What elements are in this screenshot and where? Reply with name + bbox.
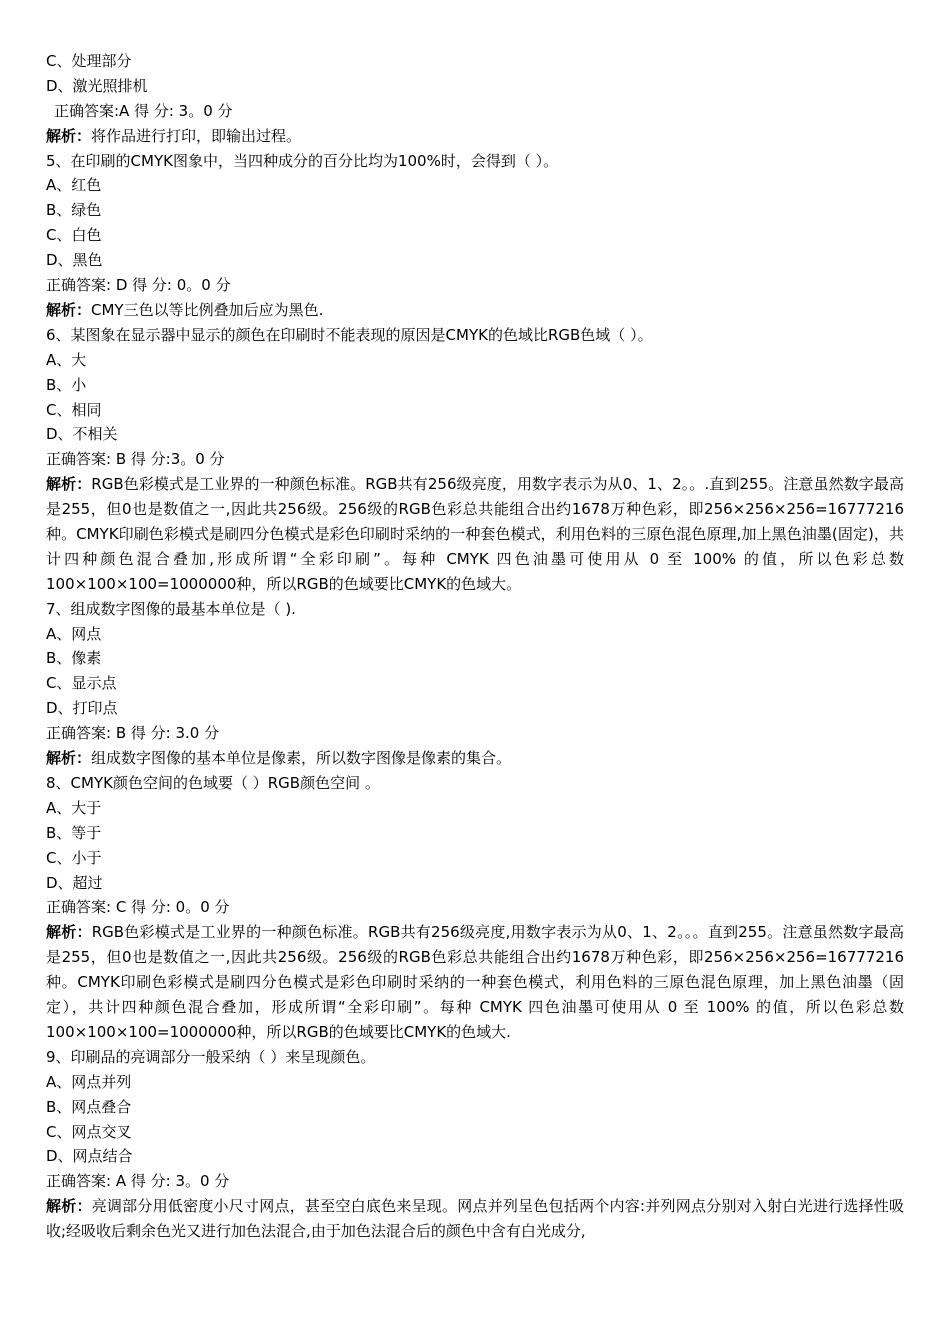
text-line: A、大于 (46, 798, 102, 817)
text-line: B、等于 (46, 823, 102, 842)
analysis-label: 解析： (46, 475, 92, 494)
analysis-text: RGB色彩模式是工业界的一种颜色标准。RGB共有256级亮度,用数字表示为从0、1、2。。。直到255。注意虽然数字最高是255，但0也是数值之一,因此共256级。256级的RGB色彩总共能组合出约1678万种色彩，即256×256×256=16777216种。CMYK印刷色彩模式是刷四分色模式是彩色印刷时采纳的一种套色模式，利用色料的三原色混色原理，加上黑色油墨（固定），共计四种颜色混合叠加，形成所谓“全彩印刷”。每种 CMYK 四色油墨可使用从 0 至 100% 的值，所以色彩总数100×100×100=1000000种，所以RGB的色域要比CMYK的色域大. (46, 923, 904, 1041)
analysis-paragraph (46, 1194, 904, 1244)
text-line: 正确答案: B 得 分:3。0 分 (46, 450, 225, 469)
analysis-paragraph (46, 124, 904, 149)
analysis-text: CMY三色以等比例叠加后应为黑色. (91, 300, 324, 319)
text-line: B、网点叠合 (46, 1097, 132, 1116)
text-line: C、显示点 (46, 674, 117, 693)
analysis-paragraph (46, 298, 904, 323)
text-line: 正确答案:A 得 分: 3。0 分 (54, 101, 233, 120)
text-line: 9、印刷品的亮调部分一般采纳（ ）来呈现颜色。 (46, 1047, 376, 1066)
analysis-paragraph (46, 472, 904, 597)
text-line: B、像素 (46, 649, 102, 668)
analysis-label: 解析： (46, 749, 92, 768)
text-line: D、网点结合 (46, 1147, 133, 1166)
text-line: 正确答案: B 得 分: 3.0 分 (46, 724, 220, 743)
text-line: C、网点交叉 (46, 1122, 132, 1141)
text-line: A、网点 (46, 624, 102, 643)
text-line: A、网点并列 (46, 1072, 132, 1091)
text-line: 正确答案: D 得 分: 0。0 分 (46, 276, 231, 295)
analysis-label: 解析： (46, 300, 92, 319)
text-line: 5、在印刷的CMYK图象中，当四种成分的百分比均为100%时，会得到（ ）。 (46, 151, 559, 170)
analysis-label: 解析： (46, 1197, 92, 1216)
text-line: D、打印点 (46, 699, 118, 718)
analysis-text: 亮调部分用低密度小尺寸网点，甚至空白底色来呈现。网点并列呈色包括两个内容:并列网点分别对入射白光进行选择性吸收;经吸收后剩余色光又进行加色法混合,由于加色法混合后的颜色中含有白光成分, (46, 1197, 904, 1241)
analysis-label: 解析： (46, 923, 92, 942)
analysis-text: 组成数字图像的基本单位是像素，所以数字图像是像素的集合。 (91, 749, 512, 768)
text-line: D、黑色 (46, 251, 103, 270)
text-line: C、处理部分 (46, 52, 132, 70)
text-line: C、相同 (46, 400, 102, 419)
analysis-text: 将作品进行打印，即输出过程。 (91, 126, 302, 145)
text-line: C、小于 (46, 848, 102, 867)
analysis-label: 解析： (46, 126, 92, 145)
text-line: 正确答案: C 得 分: 0。0 分 (46, 898, 230, 917)
text-line: 8、CMYK颜色空间的色域要（ ）RGB颜色空间 。 (46, 773, 380, 792)
analysis-paragraph (46, 746, 904, 771)
text-line: B、小 (46, 375, 87, 394)
text-line: D、不相关 (46, 425, 118, 444)
analysis-text: RGB色彩模式是工业界的一种颜色标准。RGB共有256级亮度，用数字表示为从0、1、2。。.直到255。注意虽然数字最高是255，但0也是数值之一,因此共256级。256级的RGB色彩总共能组合出约1678万种色彩，即256×256×256=16777216种。CMYK印刷色彩模式是刷四分色模式是彩色印刷时采纳的一种套色模式，利用色料的三原色混色原理,加上黑色油墨(固定)，共计四种颜色混合叠加,形成所谓“全彩印刷”。每种 CMYK 四色油墨可使用从 0 至 100% 的值，所以色彩总数100×100×100=1000000种，所以RGB的色域要比CMYK的色域大。 (46, 475, 904, 593)
text-line: 正确答案: A 得 分: 3。0 分 (46, 1172, 230, 1191)
text-line: 7、组成数字图像的最基本单位是（ ). (46, 599, 296, 618)
text-line: C、白色 (46, 226, 102, 245)
text-line: D、超过 (46, 873, 103, 892)
text-line: B、绿色 (46, 201, 102, 220)
text-line: A、大 (46, 350, 87, 369)
text-line: A、红色 (46, 176, 102, 195)
text-line: 6、某图象在显示器中显示的颜色在印刷时不能表现的原因是CMYK的色域比RGB色域（ ）。 (46, 325, 653, 344)
text-line: D、激光照排机 (46, 76, 148, 95)
document-page (46, 49, 904, 1244)
analysis-paragraph (46, 920, 904, 1045)
